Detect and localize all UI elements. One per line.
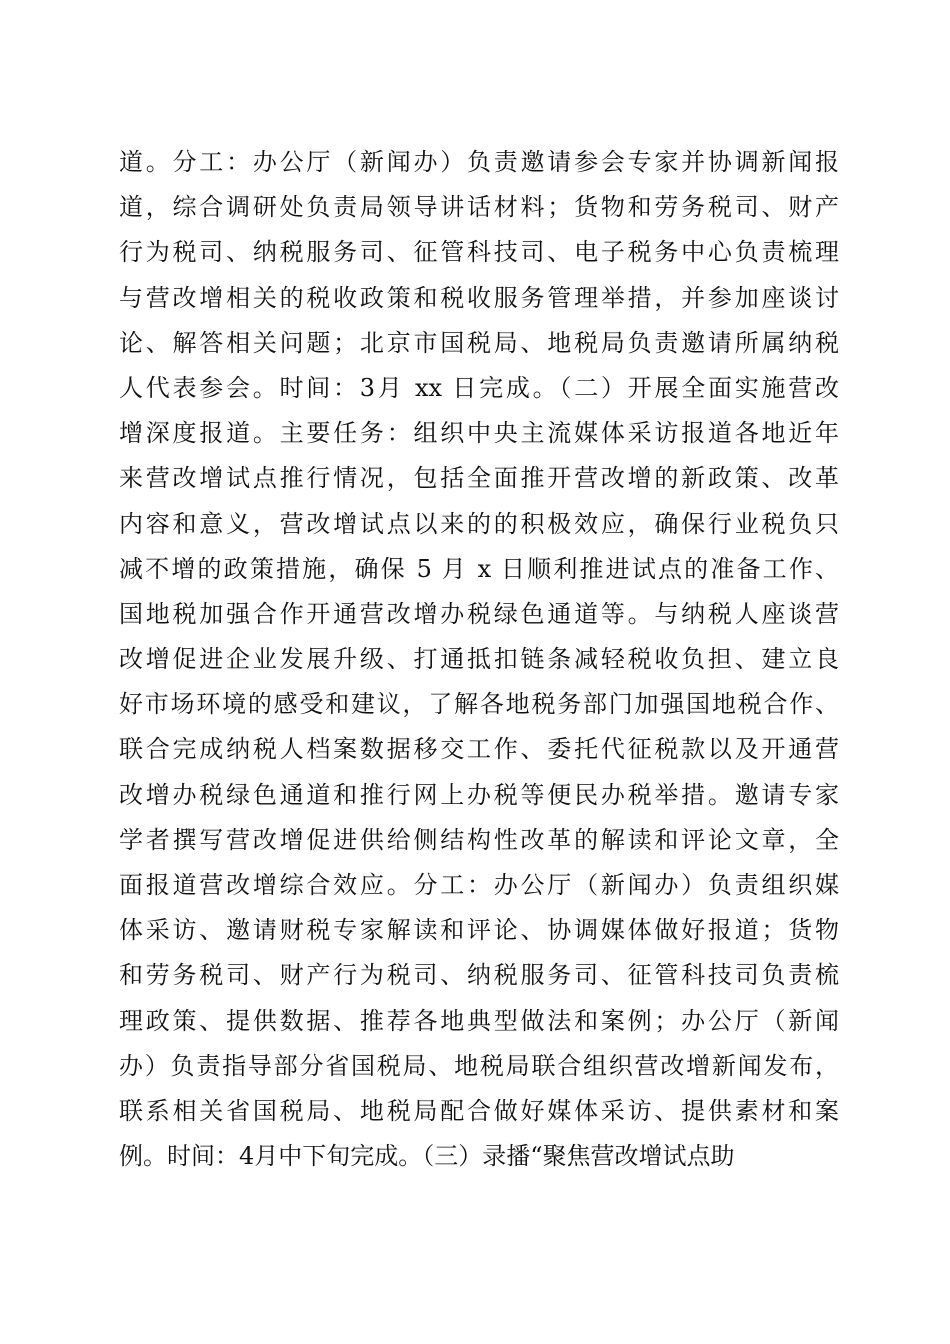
text-line: 减不增的政策措施，确保 5 月 x 日顺利推进试点的准备工作、 — [119, 554, 839, 583]
text-line: 例。时间：4月中下旬完成。（三）录播“聚焦营改增试点助 — [119, 1142, 735, 1171]
text-line: 行为税司、纳税服务司、征管科技司、电子税务中心负责梳理 — [119, 238, 839, 267]
text-line: 面报道营改增综合效应。分工：办公厅（新闻办）负责组织媒 — [119, 871, 839, 899]
text-line: 和劳务税司、财产行为税司、纳税服务司、征管科技司负责梳 — [119, 961, 839, 990]
text-line: 学者撰写营改增促进供给侧结构性改革的解读和评论文章，全 — [119, 825, 839, 854]
text-line: 道，综合调研处负责局领导讲话材料；货物和劳务税司、财产 — [119, 193, 839, 222]
text-line: 改增办税绿色通道和推行网上办税等便民办税举措。邀请专家 — [119, 780, 839, 809]
text-line: 内容和意义，营改增试点以来的的积极效应，确保行业税负只 — [119, 509, 839, 538]
text-line: 论、解答相关问题；北京市国税局、地税局负责邀请所属纳税 — [119, 328, 839, 357]
text-line: 来营改增试点推行情况，包括全面推开营改增的新政策、改革 — [119, 464, 839, 493]
text-line: 与营改增相关的税收政策和税收服务管理举措，并参加座谈讨 — [119, 283, 839, 312]
body-text — [119, 140, 839, 1179]
text-line: 道。分工：办公厅（新闻办）负责邀请参会专家并协调新闻报 — [119, 148, 839, 176]
text-line: 国地税加强合作开通营改增办税绿色通道等。与纳税人座谈营 — [119, 599, 839, 628]
text-line: 理政策、提供数据、推荐各地典型做法和案例；办公厅（新闻 — [119, 1006, 839, 1035]
text-line: 改增促进企业发展升级、打通抵扣链条减轻税收负担、建立良 — [119, 645, 839, 674]
text-line: 联合完成纳税人档案数据移交工作、委托代征税款以及开通营 — [119, 735, 839, 764]
text-line: 好市场环境的感受和建议，了解各地税务部门加强国地税合作、 — [119, 690, 839, 719]
text-line: 体采访、邀请财税专家解读和评论、协调媒体做好报道；货物 — [119, 916, 839, 945]
text-line: 联系相关省国税局、地税局配合做好媒体采访、提供素材和案 — [119, 1096, 839, 1125]
text-line: 办）负责指导部分省国税局、地税局联合组织营改增新闻发布， — [119, 1051, 839, 1080]
text-line: 增深度报道。主要任务：组织中央主流媒体采访报道各地近年 — [119, 419, 839, 448]
text-line: 人代表参会。时间：3月 xx 日完成。（二）开展全面实施营改 — [119, 373, 839, 402]
